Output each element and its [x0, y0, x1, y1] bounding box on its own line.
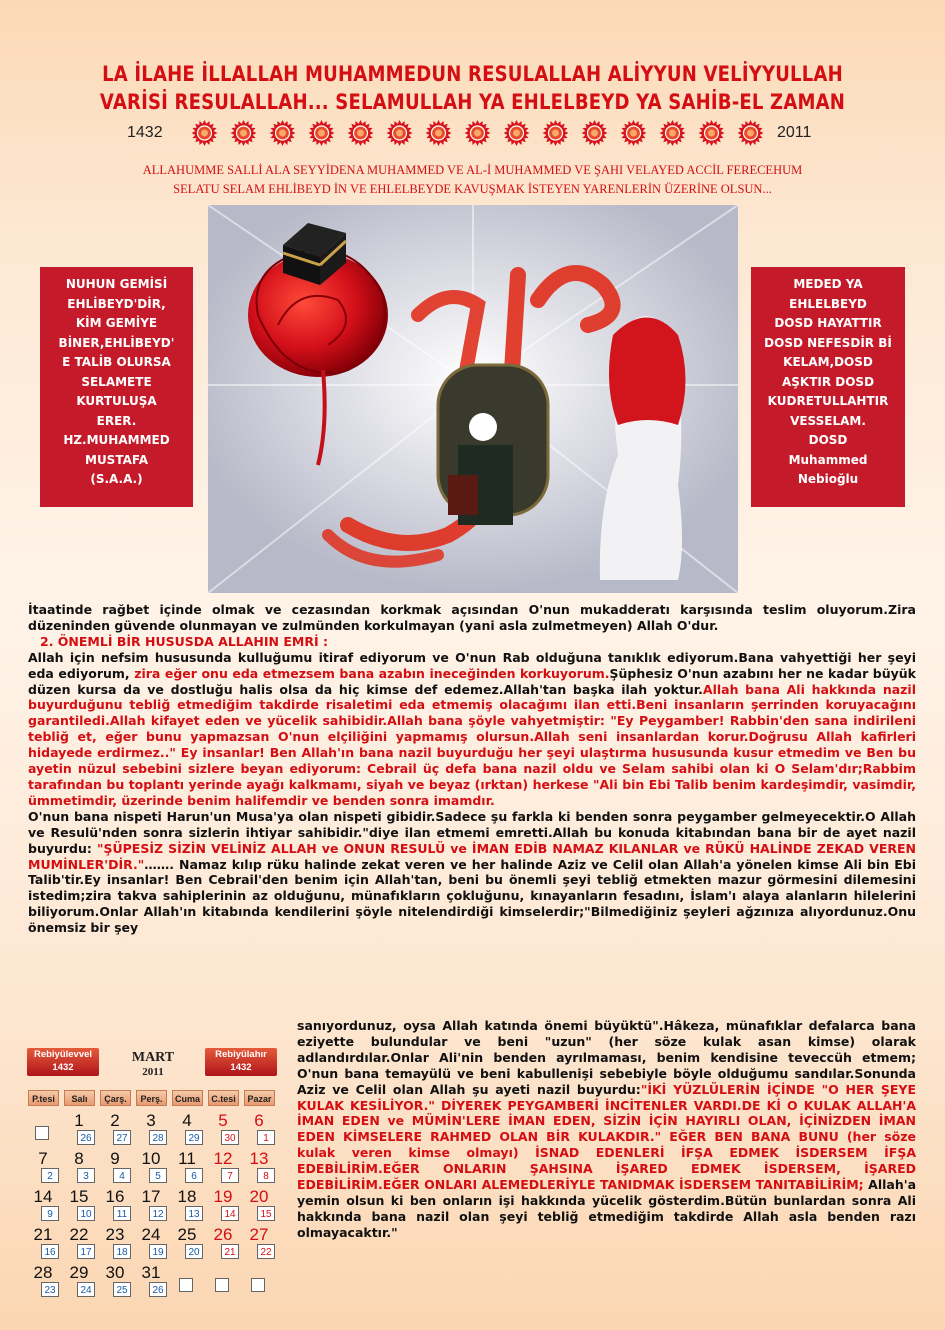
calendar-day-cell [207, 1150, 241, 1190]
gregorian-day: 7 [38, 1149, 48, 1168]
gregorian-day: 2 [110, 1111, 120, 1130]
calendar-day-cell [243, 1264, 277, 1304]
hijri-day: 15 [257, 1206, 275, 1221]
calendar-day-cell [171, 1150, 205, 1190]
hijri-day: 8 [257, 1168, 275, 1183]
box-line: E TALİB OLURSA [62, 355, 171, 369]
gregorian-day: 30 [105, 1263, 125, 1282]
box-line: KELAM,DOSD [783, 355, 873, 369]
hijri-day: 19 [149, 1244, 167, 1259]
sun-icon [621, 120, 647, 146]
sun-icon [543, 120, 569, 146]
box-line: DOSD NEFESDİR Bİ [764, 335, 892, 350]
main-text [28, 602, 916, 936]
calendar-day-cell [27, 1226, 61, 1266]
hijri-day: 30 [221, 1130, 239, 1145]
side-part-4: İSNAD EDENLERİ İFŞA EDMEK İSDERSEM İFŞA EDEBİLİRİM.EĞER ONLARIN ŞAHSINA İŞARED EDMEK İSDERSEM, İŞARED EDEBİLİRİM.EĞER ONLARI ALEMEDLERİYLE TANIDMAK İSDERSEM TANITABİLİRİM; [297, 1145, 916, 1193]
gregorian-day: 19 [213, 1187, 233, 1206]
box-line: MUSTAFA [85, 452, 148, 467]
box-line: MEDED YA [793, 277, 863, 291]
gregorian-day: 17 [141, 1187, 161, 1206]
weekday-header-row [27, 1090, 277, 1106]
box-line: EHLELBEYD [789, 296, 867, 311]
calendar-header [27, 1048, 277, 1078]
hijri-day: 25 [113, 1282, 131, 1297]
gregorian-day: 15 [69, 1187, 89, 1206]
calendar-day-cell [99, 1112, 133, 1152]
hijri-month-left-name: Rebiyülevvel [33, 1049, 93, 1060]
hijri-day: 10 [77, 1206, 95, 1221]
p3-part-c: ……. Namaz kılıp rüku halinde zekat veren ve her halinde Aziz ve Celil olan Allah'a yönelen kimse Ali bin Ebi Talib'tir.Ey insanlar! Ben Cebrail'den benim için Allah'tan, beni bu önemli şeyi tebliğ etmekten mazur görmesini dilemesini istedim;zira takva sahiplerinin az olduğunu, münafıkların çokluğunu, kınayanların fesadını, İslam'ı alaya alanların hilelerini biliyorum.Onlar Allah'ın kitabında kendilerini şöyle nitelendirdiği kimselerdir;"Bilmediğiniz şeyleri ağzınıza alıyordunuz.Onu önemsiz bir şey [28, 856, 916, 936]
empty-day-box [251, 1278, 265, 1292]
gregorian-day: 11 [178, 1149, 196, 1168]
hijri-day: 5 [149, 1168, 167, 1183]
gregorian-day: 6 [254, 1111, 264, 1130]
weekday-label: Salı [64, 1090, 95, 1106]
side-text [297, 1018, 916, 1241]
p3-part-a: O'nun bana nispeti Harun'un Musa'ya olan nispeti gibidir.Sadece şu farkla ki benden sonra peygamber gelmeyecektir.O Allah ve Resulü'nden sonra sizlerin ihtiyar sahibidir."diye ilan etmemi emretti.Allah bu konuda kitabından bana bir de ayet nazil buyurdu: [28, 808, 916, 856]
sun-icon [309, 120, 335, 146]
gregorian-day: 1 [74, 1111, 84, 1130]
hijri-day: 9 [41, 1206, 59, 1221]
calendar-day-cell [135, 1112, 169, 1152]
gregorian-day: 13 [249, 1149, 269, 1168]
hijri-month-left [27, 1048, 99, 1076]
gregorian-day: 24 [141, 1225, 161, 1244]
p2-part-a: Allah için nefsim hususunda kulluğumu itiraf ediyorum ve O'nun Rab olduğuna tanıklık ediyorum.Bana vahyettiği her şeyi eda ediyorum, [28, 649, 916, 681]
calendar-day-cell [27, 1112, 61, 1152]
central-illustration [208, 205, 738, 593]
calendar-day-cell [171, 1226, 205, 1266]
hijri-day: 4 [113, 1168, 131, 1183]
gregorian-day: 26 [213, 1225, 233, 1244]
sun-ornament-row [185, 119, 770, 147]
side-part-1: sanıyordunuz, oysa Allah katında önemi büyüktü".Hâkeza, münafıklar defalarca bana eziyette bulundular ve beni "uzun" (her söze kulak asan kimse) olarak adlandırdılar.Onlar Ali'nin benden ayrılmaması, benim kendisine teveccüh etmem; O'nun bana temayülü ve beni kabullenişi sebebiyle böyle olduğumu sandılar.Sonunda Aziz ve Celil olan Allah şu ayeti nazil buyurdu: [297, 1018, 916, 1097]
hijri-day: 28 [149, 1130, 167, 1145]
calendar-day-cell [63, 1264, 97, 1304]
hijri-day: 26 [149, 1282, 167, 1297]
year-right: 2011 [777, 124, 812, 141]
hijri-month-left-year: 1432 [52, 1062, 74, 1073]
gregorian-day: 12 [213, 1149, 233, 1168]
gregorian-day: 25 [177, 1225, 197, 1244]
gregorian-day: 16 [105, 1187, 125, 1206]
header-line-2: VARİSİ RESULALLAH... SELAMULLAH YA EHLELBEYD YA SAHİB-EL ZAMAN [99, 90, 846, 114]
gregorian-day: 4 [182, 1111, 192, 1130]
sun-icon [699, 120, 725, 146]
paragraph-1: İtaatinde rağbet içinde olmak ve cezasından korkmak açısından O'nun mukadderatı karşısında teslim oluyorum.Zira düzeninden güvende olunmayan ve zulmünden korkulmayan (yani asla zulmetmeyen) Allah O'dur. [28, 602, 916, 633]
hijri-day: 29 [185, 1130, 203, 1145]
gregorian-day: 31 [141, 1263, 161, 1282]
empty-day-box [35, 1126, 49, 1140]
weekday-label: Çarş. [100, 1090, 131, 1106]
header-line-1: LA İLAHE İLLALLAH MUHAMMEDUN RESULALLAH ALİYYUN VELİYYULLAH [102, 62, 843, 86]
hijri-day: 12 [149, 1206, 167, 1221]
box-line: DOSD HAYATTIR [774, 316, 882, 330]
signature-line: Muhammed [788, 452, 868, 467]
sun-icon [270, 120, 296, 146]
hijri-day: 24 [77, 1282, 95, 1297]
empty-day-box [179, 1278, 193, 1292]
p2-part-b: zira eğer onu eda etmezsem bana azabın ineceğinden korkuyorum. [134, 665, 610, 681]
hijri-month-right-year: 1432 [230, 1062, 252, 1073]
box-line: KURTULUŞA [76, 394, 157, 408]
hijri-day: 1 [257, 1130, 275, 1145]
calendar-day-cell [243, 1226, 277, 1266]
calendar [27, 1048, 277, 1300]
hijri-day: 16 [41, 1244, 59, 1259]
side-part-3: (her söze kulak veren kimse olmayı) [297, 1129, 916, 1161]
hijri-day: 26 [77, 1130, 95, 1145]
calendar-day-cell [243, 1188, 277, 1228]
sun-icon [582, 120, 608, 146]
p2-part-e: bana Ali hakkında nazil buyurduğunu tebliğ etmediğim takdirde risaletimi eda etmemiş olacağımı ilan etti.Beni insanların şerrinden koruyacağını garantiledi.Allah kifayet eden ve yücelik sahibidir.Allah bana şöyle vahyetmiştir: "Ey Peygamber! Rabbin'den sana indirileni tebliğ et, eğer bunu yapmazsan O'nun elçiliğini yapmamış olursun.Allah seni insanlardan korur.Doğrusu Allah kafirleri hidayede erdirmez.." Ey insanlar! Ben Allah'ın bana nazil buyurduğu her şeyi ulaştırma hususunda kusur etmedim ve Ben bu ayetin nüzul sebebini sizlere beyan ediyorum: Cebrail üç defa bana nazil oldu ve Selam sahibi olan ki O Selam'dır;Rabbim tarafından bu toplantı yerinde ayağı kalkmamı, siyah ve beyaz (ırktan) herkese "Ali bin Ebi Talib benim kardeşimdir, vasimdir, ümmetimdir, üzerinde benim halifemdir ve benden sonra imamdır. [28, 681, 916, 808]
hijri-day: 3 [77, 1168, 95, 1183]
gregorian-day: 20 [249, 1187, 269, 1206]
month-name: MART [131, 1050, 175, 1065]
hijri-day: 2 [41, 1168, 59, 1183]
gregorian-day: 22 [69, 1225, 89, 1244]
sun-icon [348, 120, 374, 146]
calendar-day-cell [207, 1226, 241, 1266]
box-line: DOSD [808, 433, 848, 447]
box-line: NUHUN GEMİSİ [65, 277, 168, 291]
calendar-day-cell [27, 1264, 61, 1304]
subheader-line-1: ALLAHUMME SALLİ ALA SEYYİDENA MUHAMMED VE AL-İ MUHAMMED VE ŞAHI VELAYED ACCİL FERECEHUM [142, 163, 803, 177]
p2-part-d: Allah [702, 681, 739, 697]
paragraph-3 [28, 809, 916, 936]
calendar-day-cell [243, 1150, 277, 1190]
box-line: (S.A.A.) [90, 472, 143, 486]
month-year: 2011 [142, 1066, 164, 1078]
hijri-day: 6 [185, 1168, 203, 1183]
sun-icon [231, 120, 257, 146]
gregorian-day: 3 [146, 1111, 156, 1130]
year-left: 1432 [127, 124, 163, 141]
sun-icon [426, 120, 452, 146]
left-quote-box [40, 267, 193, 507]
calendar-day-cell [63, 1188, 97, 1228]
gregorian-day: 23 [105, 1225, 125, 1244]
hijri-day: 20 [185, 1244, 203, 1259]
gregorian-day: 8 [74, 1149, 84, 1168]
calendar-day-cell [207, 1112, 241, 1152]
calendar-day-cell [135, 1226, 169, 1266]
gregorian-day: 18 [177, 1187, 197, 1206]
side-paragraph [297, 1018, 916, 1241]
calendar-day-cell [207, 1264, 241, 1304]
calendar-day-cell [99, 1188, 133, 1228]
gregorian-month [105, 1050, 201, 1078]
side-part-2: "İKİ YÜZLÜLERİN İÇİNDE "O HER ŞEYE KULAK KESİLİYOR." DİYEREK PEYGAMBERİ İNCİTENLER VARDI.DE Kİ O KULAK ALLAH'A İMAN EDEN ve MÜMİN'LERE İMAN EDEN, SİZİN İÇİN HAYIRLI OLAN, İÇİNİZDEN İMAN EDEN KİMSELERE RAHMED OLAN BİR KULAKDIR." EĞER BEN BANA BUNU [297, 1081, 916, 1145]
calendar-day-cell [63, 1150, 97, 1190]
calendar-day-cell [171, 1188, 205, 1228]
gregorian-day: 10 [141, 1149, 161, 1168]
hijri-day: 11 [113, 1206, 131, 1221]
weekday-label: Cuma [172, 1090, 203, 1106]
calendar-day-cell [27, 1150, 61, 1190]
weekday-label: P.tesi [28, 1090, 59, 1106]
hijri-day: 17 [77, 1244, 95, 1259]
section-heading: 2. ÖNEMLİ BİR HUSUSDA ALLAHIN EMRİ : [40, 633, 328, 649]
hijri-day: 23 [41, 1282, 59, 1297]
calendar-day-cell [63, 1226, 97, 1266]
calendar-day-cell [207, 1188, 241, 1228]
signature-line: Nebioğlu [797, 472, 859, 486]
sun-icon [504, 120, 530, 146]
sun-icon [465, 120, 491, 146]
gregorian-day: 21 [33, 1225, 53, 1244]
sun-icon [192, 120, 218, 146]
weekday-label: Perş. [136, 1090, 167, 1106]
sun-icon [738, 120, 764, 146]
paragraph-2 [28, 650, 916, 809]
weekday-label: C.tesi [208, 1090, 239, 1106]
hijri-day: 21 [221, 1244, 239, 1259]
hijri-day: 13 [185, 1206, 203, 1221]
hijri-day: 18 [113, 1244, 131, 1259]
hijri-day: 22 [257, 1244, 275, 1259]
sun-icon [660, 120, 686, 146]
box-line: SELAMETE [81, 374, 152, 389]
box-line: VESSELAM. [790, 413, 866, 428]
hijri-day: 7 [221, 1168, 239, 1183]
hijri-day: 27 [113, 1130, 131, 1145]
box-line: ERER. [96, 413, 137, 428]
empty-day-box [215, 1278, 229, 1292]
calendar-day-cell [99, 1150, 133, 1190]
calendar-day-cell [243, 1112, 277, 1152]
calendar-day-cell [135, 1150, 169, 1190]
subheader-line-2: SELATU SELAM EHLİBEYD İN VE EHLELBEYDE KAVUŞMAK İSTEYEN YARENLERİN ÜZERİNE OLSUN... [173, 182, 772, 196]
calendar-day-cell [99, 1226, 133, 1266]
box-line: KİM GEMİYE [75, 316, 158, 330]
calendar-day-cell [99, 1264, 133, 1304]
calendar-day-cell [135, 1188, 169, 1228]
box-line: EHLİBEYD'DİR, [67, 296, 166, 311]
box-line: KUDRETULLAHTIR [767, 394, 889, 408]
gregorian-day: 9 [110, 1149, 120, 1168]
calendar-day-cell [135, 1264, 169, 1304]
p2-part-c: Şüphesiz O'nun azabını her ne kadar büyük düzen kursa da ve dostluğu halis olsa da hiç kimse def edemez.Allah'tan başka ilah yoktur. [28, 665, 916, 697]
weekday-label: Pazar [244, 1090, 275, 1106]
calendar-day-cell [171, 1112, 205, 1152]
sun-icon [387, 120, 413, 146]
box-line: BİNER,EHLİBEYD' [58, 335, 175, 350]
hijri-month-right [205, 1048, 277, 1076]
right-quote-box [751, 267, 905, 507]
gregorian-day: 14 [33, 1187, 53, 1206]
box-line: HZ.MUHAMMED [63, 433, 170, 447]
p3-part-b: "ŞÜPESİZ SİZİN VELİNİZ ALLAH ve ONUN RESULÜ ve İMAN EDİB NAMAZ KILANLAR ve RÜKÜ HALİNDE ZEKAD VEREN MUMİNLER'DİR." [28, 840, 916, 872]
side-part-5: Allah'a yemin olsun ki ben onların işi hakkında yücelik gösterdim.Bütün bunlardan sonra Ali hakkında bana nazil olan şeyi tebliğ etmediğim takdirde Allah asla benden razı olmayacaktır." [297, 1177, 916, 1240]
calendar-day-cell [27, 1188, 61, 1228]
gregorian-day: 5 [218, 1111, 228, 1130]
gregorian-day: 27 [249, 1225, 269, 1244]
box-line: AŞKTIR DOSD [781, 374, 875, 389]
calendar-day-cell [63, 1112, 97, 1152]
hijri-month-right-name: Rebiyülahır [215, 1049, 267, 1060]
gregorian-day: 29 [69, 1263, 89, 1282]
gregorian-day: 28 [33, 1263, 53, 1282]
hijri-day: 14 [221, 1206, 239, 1221]
calendar-day-cell [171, 1264, 205, 1304]
